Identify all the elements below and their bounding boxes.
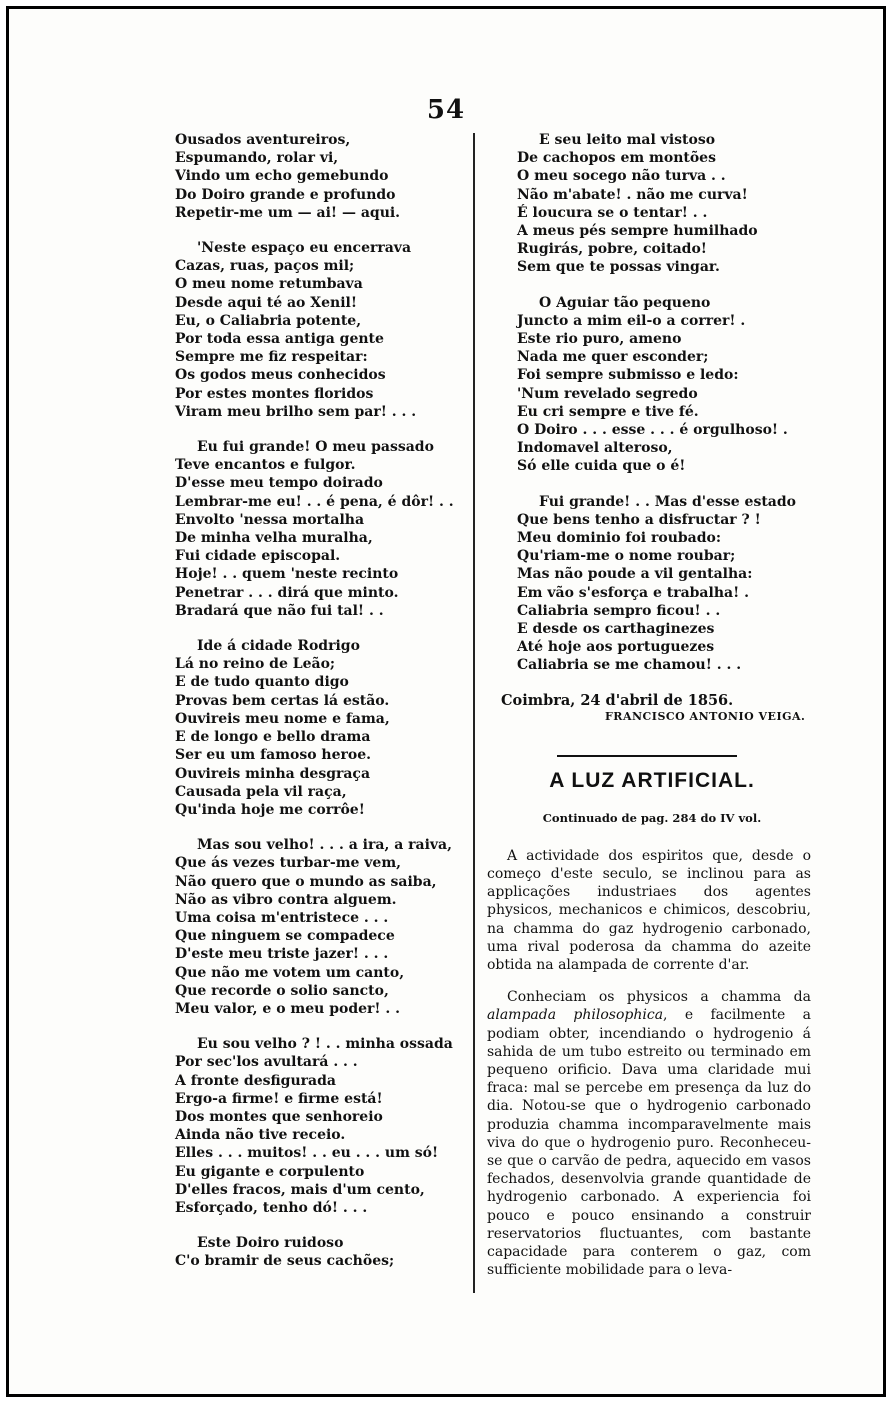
stanza xyxy=(175,131,465,222)
verse-line: 'Num revelado segredo xyxy=(517,385,698,402)
verse-line: Hoje! . . quem 'neste recinto xyxy=(175,566,399,583)
verse-line: 'Neste espaço eu encerrava xyxy=(197,240,412,257)
verse-line: Rugirás, pobre, coitado! xyxy=(517,241,707,258)
verse-line: E de longo e bello drama xyxy=(175,729,371,746)
verse-line: Que ás vezes turbar-me vem, xyxy=(175,855,402,872)
verse-line: D'este meu triste jazer! . . . xyxy=(175,946,389,963)
verse-line: Os godos meus conhecidos xyxy=(175,367,386,384)
left-column xyxy=(175,131,465,1288)
verse-line: De minha velha muralha, xyxy=(175,530,373,547)
verse-line: Qu'inda hoje me corrôe! xyxy=(175,801,365,818)
paragraph-text: , e facilmente a podiam obter, incendiando o hydrogenio á sahida de um tubo estreito ou terminado em pequeno orificio. Dava uma claridade mui fraca: mal se percebe em presença da luz do dia. Notou-se que o hydrogenio carbonado produzia chamma incomparavelmente mais viva do que o hydrogenio puro. Reconheceu-se que o carvão de pedra, aquecido em vasos fechados, desenvolvia grande quantidade de hydrogenio carbonado. A experiencia foi pouco e pouco ensinando a construir reservatorios fluctuantes, com bastante capacidade para conterem o gaz, com sufficiente mobilidade para o leva- xyxy=(487,1007,811,1279)
continued-note: Continuado de pag. 284 do IV vol. xyxy=(542,810,762,825)
author-signature: FRANCISCO ANTONIO VEIGA. xyxy=(605,709,806,723)
verse-line: Foi sempre submisso e ledo: xyxy=(517,367,739,384)
verse-line: Por estes montes floridos xyxy=(175,385,374,402)
verse-line: Do Doiro grande e profundo xyxy=(175,186,396,203)
verse-line: De cachopos em montões xyxy=(517,150,716,167)
article-paragraph: A actividade dos espiritos que, desde o começo d'este seculo, se inclinou para as applicações industriaes dos agentes physicos, mechanicos e chimicos, descobriu, na chamma do gaz hydrogenio carbonado, uma rival poderosa da chamma do azeite obtida na alampada de corrente d'ar. xyxy=(487,847,811,973)
verse-line: Este Doiro ruidoso xyxy=(197,1235,344,1252)
verse-line: E desde os carthaginezes xyxy=(517,621,715,638)
verse-line: Envolto 'nessa mortalha xyxy=(175,511,365,528)
verse-line: Por sec'los avultará . . . xyxy=(175,1054,358,1071)
stanza xyxy=(175,836,465,1018)
verse-line: Indomavel alteroso, xyxy=(517,440,673,457)
verse-line: Ergo-a firme! e firme está! xyxy=(175,1090,383,1107)
verse-line: Espumando, rolar vi, xyxy=(175,150,339,167)
verse-line: E de tudo quanto digo xyxy=(175,674,349,691)
verse-line: Lembrar-me eu! . . é pena, é dôr! . . xyxy=(175,493,454,510)
verse-line: Ide á cidade Rodrigo xyxy=(197,638,360,655)
verse-line: Não m'abate! . não me curva! xyxy=(517,186,748,203)
verse-line: Sempre me fiz respeitar: xyxy=(175,349,368,366)
verse-line: Até hoje aos portuguezes xyxy=(517,639,715,656)
verse-line: Provas bem certas lá estão. xyxy=(175,692,390,709)
verse-line: O meu nome retumbava xyxy=(175,276,363,293)
verse-line: Nada me quer esconder; xyxy=(517,349,709,366)
right-column xyxy=(481,131,811,1293)
verse-line: D'elles fracos, mais d'um cento, xyxy=(175,1181,425,1198)
verse-line: Só elle cuida que o é! xyxy=(517,458,686,475)
verse-line: Caliabria sempro ficou! . . xyxy=(517,602,721,619)
verse-line: Elles . . . muitos! . . eu . . . um só! xyxy=(175,1145,439,1162)
verse-line: Viram meu brilho sem par! . . . xyxy=(175,403,417,420)
verse-line: Ainda não tive receio. xyxy=(175,1127,346,1144)
verse-line: Eu gigante e corpulento xyxy=(175,1163,365,1180)
verse-line: Dos montes que senhoreio xyxy=(175,1108,383,1125)
stanza xyxy=(517,294,811,476)
verse-line: É loucura se o tentar! . . xyxy=(517,204,708,221)
verse-line: Desde aqui té ao Xenil! xyxy=(175,294,357,311)
verse-line: Meu dominio foi roubado: xyxy=(517,530,722,547)
verse-line: Uma coisa m'entristece . . . xyxy=(175,909,389,926)
verse-line: Ser eu um famoso heroe. xyxy=(175,747,372,764)
verse-line: Não quero que o mundo as saiba, xyxy=(175,873,437,890)
verse-line: Por toda essa antiga gente xyxy=(175,331,384,348)
verse-line: Eu fui grande! O meu passado xyxy=(197,439,434,456)
verse-line: Qu'riam-me o nome roubar; xyxy=(517,548,736,565)
verse-line: Fui grande! . . Mas d'esse estado xyxy=(539,493,796,510)
verse-line: Ouvireis meu nome e fama, xyxy=(175,710,390,727)
stanza xyxy=(517,131,811,277)
verse-line: Eu sou velho ? ! . . minha ossada xyxy=(197,1036,453,1053)
article-title: A LUZ ARTIFICIAL. xyxy=(549,768,755,792)
verse-line: Vindo um echo gemebundo xyxy=(175,168,389,185)
verse-line: Juncto a mim eil-o a correr! . xyxy=(517,312,746,329)
stanza xyxy=(175,637,465,819)
verse-line: Repetir-me um — ai! — aqui. xyxy=(175,204,401,221)
verse-line: D'esse meu tempo doirado xyxy=(175,475,383,492)
column-divider xyxy=(473,133,475,1293)
verse-line: Bradará que não fui tal! . . xyxy=(175,602,384,619)
verse-line: C'o bramir de seus cachões; xyxy=(175,1253,395,1270)
verse-line: Fui cidade episcopal. xyxy=(175,548,341,565)
verse-line: E seu leito mal vistoso xyxy=(539,132,716,148)
italic-term: alampada philosophica xyxy=(487,1007,664,1024)
stanza xyxy=(175,1234,465,1270)
verse-line: A meus pés sempre humilhado xyxy=(517,223,758,240)
verse-line: O meu socego não turva . . xyxy=(517,168,726,185)
verse-line: Cazas, ruas, paços mil; xyxy=(175,258,355,275)
stanza xyxy=(175,438,465,620)
verse-line: Teve encantos e fulgor. xyxy=(175,457,356,474)
verse-line: Não as vibro contra alguem. xyxy=(175,891,397,908)
verse-line: Que recorde o solio sancto, xyxy=(175,982,389,999)
verse-line: Que não me votem um canto, xyxy=(175,964,405,981)
verse-line: Esforçado, tenho dó! . . . xyxy=(175,1199,368,1216)
verse-line: Lá no reino de Leão; xyxy=(175,656,336,673)
page-number: 54 xyxy=(426,95,466,125)
verse-line: Este rio puro, ameno xyxy=(517,331,682,348)
verse-line: Ouvireis minha desgraça xyxy=(175,765,371,782)
verse-line: O Aguiar tão pequeno xyxy=(539,294,711,311)
stanza xyxy=(175,239,465,421)
verse-line: Meu valor, e o meu poder! . . xyxy=(175,1000,401,1017)
verse-line: Caliabria se me chamou! . . . xyxy=(517,657,742,674)
right-verses xyxy=(481,131,811,675)
paragraph-text: Conheciam os physicos a chamma da xyxy=(507,989,811,1006)
article-paragraph xyxy=(481,988,811,1279)
verse-line: Sem que te possas vingar. xyxy=(517,259,720,276)
verse-line: Ousados aventureiros, xyxy=(175,132,351,148)
dateline: Coimbra, 24 d'abril de 1856. xyxy=(501,691,734,709)
verse-line: Eu, o Caliabria potente, xyxy=(175,312,362,329)
verse-line: Mas não poude a vil gentalha: xyxy=(517,566,753,583)
verse-line: A fronte desfigurada xyxy=(175,1072,336,1089)
verse-line: Que bens tenho a disfructar ? ! xyxy=(517,511,761,528)
verse-line: Causada pela vil raça, xyxy=(175,783,347,800)
stanza xyxy=(175,1035,465,1217)
verse-line: O Doiro . . . esse . . . é orgulhoso! . xyxy=(517,422,788,439)
verse-line: Mas sou velho! . . . a ira, a raiva, xyxy=(197,837,452,854)
section-divider xyxy=(557,755,737,757)
stanza xyxy=(517,493,811,675)
verse-line: Penetrar . . . dirá que minto. xyxy=(175,584,399,601)
verse-line: Eu cri sempre e tive fé. xyxy=(517,403,699,420)
page xyxy=(6,6,886,1397)
verse-line: Que ninguem se compadece xyxy=(175,928,395,945)
verse-line: Em vão s'esforça e trabalha! . xyxy=(517,584,749,601)
